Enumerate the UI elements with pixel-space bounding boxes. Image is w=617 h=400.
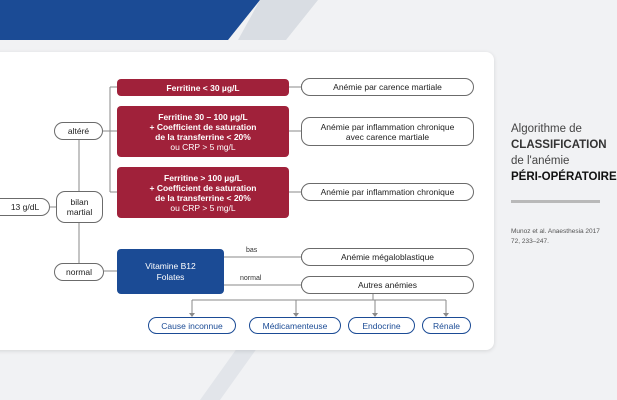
bilan-martial-node [56, 191, 103, 223]
side-reference [511, 227, 600, 247]
ferritine-high-box: Ferritine > 100 µg/L + Coefficient de saturation de la transferrine < 20% ou CRP > 5 mg/L [117, 167, 289, 218]
subtype-renale: Rénale [422, 317, 471, 334]
side-title [511, 121, 617, 185]
side-reference-line2: 72, 233–247. [511, 238, 549, 245]
side-title-line2: CLASSIFICATION [511, 139, 607, 151]
ferritine-low-box: Ferritine < 30 µg/L [117, 79, 289, 96]
side-reference-line1: Munoz et al. Anaesthesia 2017 [511, 228, 600, 235]
outcome-carence-martiale: Anémie par carence martiale [301, 78, 474, 96]
hb-threshold-node: 13 g/dL [0, 198, 50, 216]
outcome-megaloblastique: Anémie mégaloblastique [301, 248, 474, 266]
martial-label: martial [66, 207, 93, 217]
side-divider [511, 200, 600, 203]
normal-node: normal [54, 263, 104, 281]
outcome-inflammation-carence: Anémie par inflammation chronique avec carence martiale [301, 117, 474, 146]
subtype-cause-inconnue: Cause inconnue [148, 317, 236, 334]
normal-edge-label: normal [240, 275, 262, 282]
outcome-inflammation-chronique: Anémie par inflammation chronique [301, 183, 474, 201]
ferritine-mid-box: Ferritine 30 – 100 µg/L + Coefficient de saturation de la transferrine < 20% ou CRP > 5 mg/L [117, 106, 289, 157]
vitamine-folates-box: Vitamine B12 Folates [117, 249, 224, 294]
bilan-label: bilan [70, 197, 89, 207]
side-title-line1: Algorithme de [511, 123, 582, 135]
outcome-autres-anemies: Autres anémies [301, 276, 474, 294]
subtype-endocrine: Endocrine [348, 317, 415, 334]
subtype-medicamenteuse: Médicamenteuse [249, 317, 341, 334]
side-title-line4: PÉRI-OPÉRATOIRE [511, 171, 617, 183]
bas-edge-label: bas [246, 247, 258, 254]
altere-node: altéré [54, 122, 103, 140]
side-title-line3: de l'anémie [511, 155, 570, 167]
